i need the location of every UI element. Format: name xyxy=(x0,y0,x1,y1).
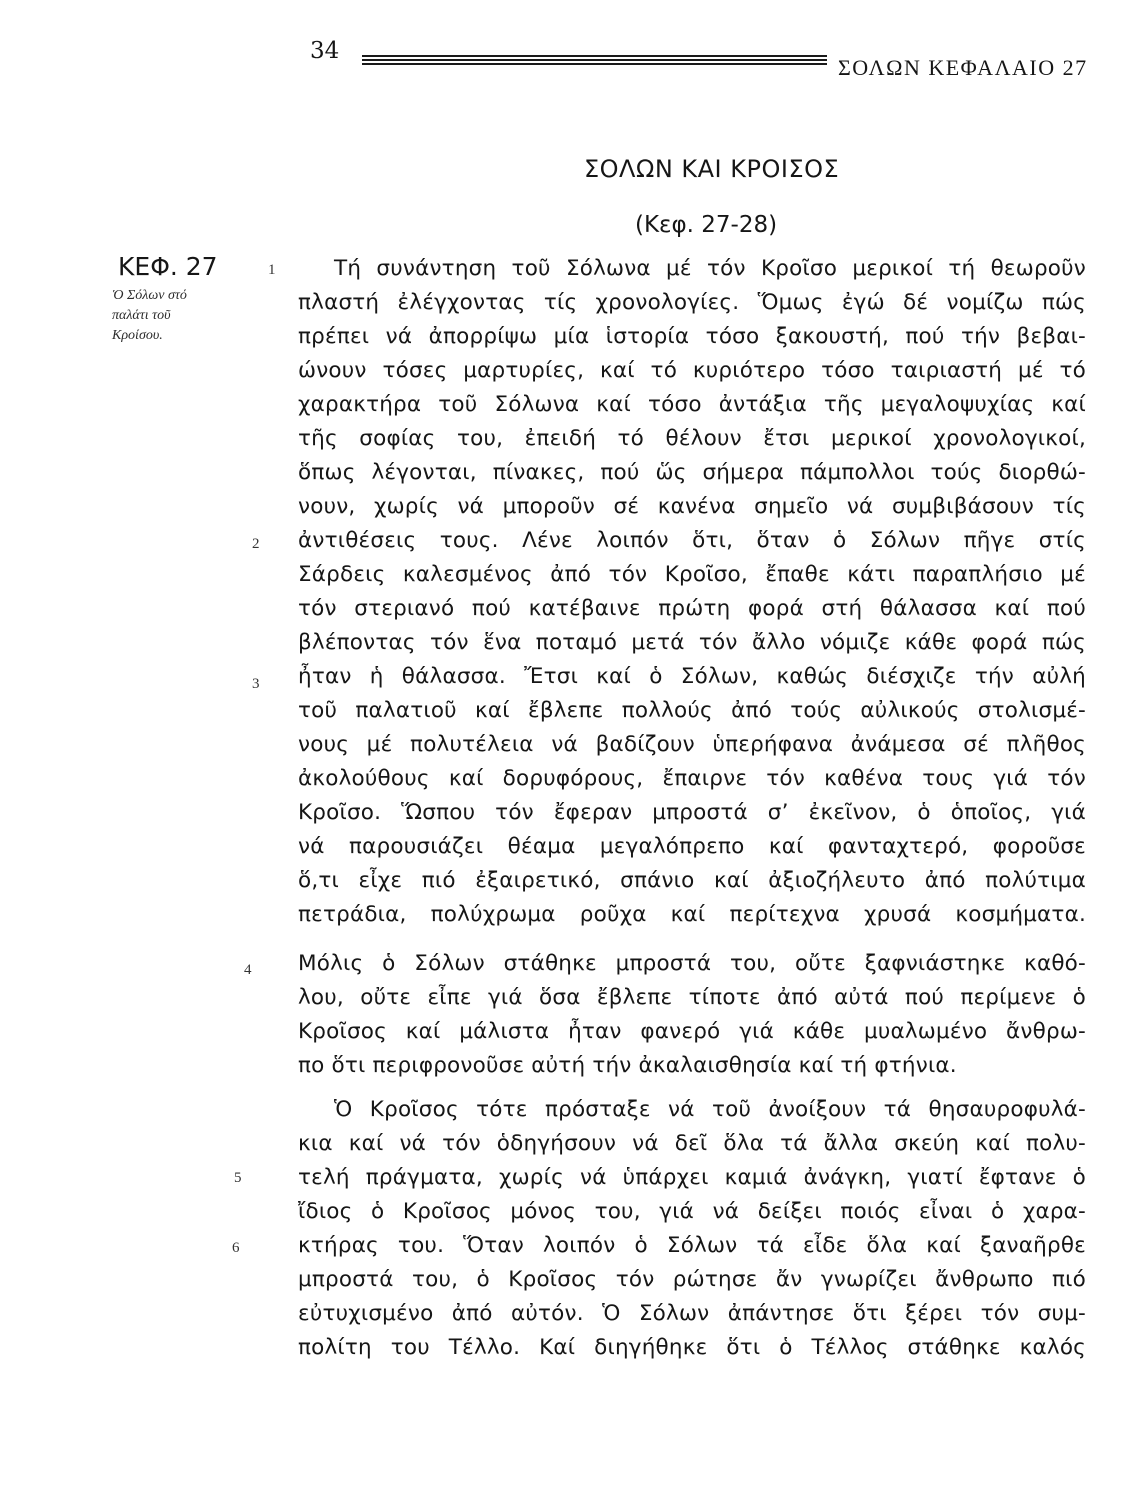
paragraph-number: 2 xyxy=(252,536,260,552)
margin-note-line: παλάτι τοῦ xyxy=(112,308,171,323)
section-title: ΣΟΛΩΝ ΚΑΙ ΚΡΟΙΣΟΣ xyxy=(584,155,840,183)
body-line: τοῦ παλατιοῦ καί ἔβλεπε πολλούς ἀπό τούς αὐλικούς στολισμέ- xyxy=(298,698,1086,723)
body-line: βλέποντας τόν ἕνα ποταμό μετά τόν ἄλλο νόμιζε κάθε φορά πώς xyxy=(298,630,1086,655)
margin-note-line: Κροίσου. xyxy=(112,328,163,343)
paragraph-number: 1 xyxy=(268,262,276,278)
body-line: νά παρουσιάζει θέαμα μεγαλόπρεπο καί φανταχτερό, φοροῦσε xyxy=(298,834,1086,859)
body-line: πολίτη του Τέλλο. Καί διηγήθηκε ὅτι ὁ Τέλλος στάθηκε καλός xyxy=(298,1335,1086,1360)
paragraph-number: 5 xyxy=(234,1170,242,1186)
body-line: τῆς σοφίας του, ἐπειδή τό θέλουν ἔτσι μερικοί χρονολογικοί, xyxy=(298,426,1086,451)
body-line: ὅ,τι εἶχε πιό ἐξαιρετικό, σπάνιο καί ἀξιοζήλευτο ἀπό πολύτιμα xyxy=(298,868,1086,893)
body-line: λου, οὔτε εἶπε γιά ὅσα ἔβλεπε τίποτε ἀπό αὐτά πού περίμενε ὁ xyxy=(298,985,1086,1010)
margin-note xyxy=(112,286,272,346)
body-line: χαρακτήρα τοῦ Σόλωνα καί τόσο ἀντάξια τῆς μεγαλοψυχίας καί xyxy=(298,392,1086,417)
body-line: ἀκολούθους καί δορυφόρους, ἔπαιρνε τόν καθένα τους γιά τόν xyxy=(298,766,1086,791)
body-line: κια καί νά τόν ὁδηγήσουν νά δεῖ ὅλα τά ἄλλα σκεύη καί πολυ- xyxy=(298,1131,1086,1156)
section-subtitle: (Κεφ. 27-28) xyxy=(635,212,778,238)
chapter-label: ΚΕΦ. 27 xyxy=(118,252,218,281)
body-line: εὐτυχισμένο ἀπό αὐτόν. Ὁ Σόλων ἀπάντησε ὅτι ξέρει τόν συμ- xyxy=(298,1301,1086,1326)
body-line: νους μέ πολυτέλεια νά βαδίζουν ὑπερήφανα ἀνάμεσα σέ πλῆθος xyxy=(298,732,1086,757)
body-line: Σάρδεις καλεσμένος ἀπό τόν Κροῖσο, ἔπαθε κάτι παραπλήσιο μέ xyxy=(298,562,1086,587)
body-line: ἴδιος ὁ Κροῖσος μόνος του, γιά νά δείξει ποιός εἶναι ὁ χαρα- xyxy=(298,1199,1086,1224)
body-line: πλαστή ἐλέγχοντας τίς χρονολογίες. Ὅμως ἐγώ δέ νομίζω πώς xyxy=(298,290,1086,315)
margin-note-line: Ὁ Σόλων στό xyxy=(112,288,187,303)
paragraph-number: 3 xyxy=(252,676,260,692)
body-line: Τή συνάντηση τοῦ Σόλωνα μέ τόν Κροῖσο μερικοί τή θεωροῦν xyxy=(334,256,1086,281)
body-line: ἦταν ἡ θάλασσα. Ἔτσι καί ὁ Σόλων, καθώς διέσχιζε τήν αὐλή xyxy=(298,664,1086,689)
body-line: μπροστά του, ὁ Κροῖσος τόν ρώτησε ἄν γνωρίζει ἄνθρωπο πιό xyxy=(298,1267,1086,1292)
body-line: Κροῖσος καί μάλιστα ἦταν φανερό γιά κάθε μυαλωμένο ἄνθρω- xyxy=(298,1019,1086,1044)
body-line: πετράδια, πολύχρωμα ροῦχα καί περίτεχνα χρυσά κοσμήματα. xyxy=(298,902,1086,927)
body-line: Μόλις ὁ Σόλων στάθηκε μπροστά του, οὔτε ξαφνιάστηκε καθό- xyxy=(298,951,1086,976)
body-line: πρέπει νά ἀπορρίψω μία ἱστορία τόσο ξακουστή, πού τήν βεβαι- xyxy=(298,324,1086,349)
header-rule xyxy=(362,55,827,68)
body-line: πο ὅτι περιφρονοῦσε αὐτή τήν ἀκαλαισθησία καί τή φτήνια. xyxy=(298,1053,957,1078)
body-line: ώνουν τόσες μαρτυρίες, καί τό κυριότερο τόσο ταιριαστή μέ τό xyxy=(298,358,1086,383)
body-line: κτήρας του. Ὅταν λοιπόν ὁ Σόλων τά εἶδε ὅλα καί ξαναῆρθε xyxy=(298,1233,1086,1258)
body-line: τελή πράγματα, χωρίς νά ὑπάρχει καμιά ἀνάγκη, γιατί ἔφτανε ὁ xyxy=(298,1165,1086,1190)
body-line: Κροῖσο. Ὥσπου τόν ἔφεραν μπροστά σ’ ἐκεῖνον, ὁ ὁποῖος, γιά xyxy=(298,800,1086,825)
paragraph-number: 4 xyxy=(244,962,252,978)
page-number: 34 xyxy=(310,38,340,64)
body-line: τόν στεριανό πού κατέβαινε πρώτη φορά στή θάλασσα καί πού xyxy=(298,596,1086,621)
running-title: ΣΟΛΩΝ ΚΕΦΑΛΑΙΟ 27 xyxy=(838,55,1088,80)
body-line: ὅπως λέγονται, πίνακες, πού ὥς σήμερα πάμπολλοι τούς διορθώ- xyxy=(298,460,1086,485)
body-line: Ὁ Κροῖσος τότε πρόσταξε νά τοῦ ἀνοίξουν τά θησαυροφυλά- xyxy=(334,1097,1086,1122)
body-line: νουν, χωρίς νά μποροῦν σέ κανένα σημεῖο νά συμβιβάσουν τίς xyxy=(298,494,1086,519)
body-line: ἀντιθέσεις τους. Λένε λοιπόν ὅτι, ὅταν ὁ Σόλων πῆγε στίς xyxy=(298,528,1086,553)
paragraph-number: 6 xyxy=(232,1240,240,1256)
